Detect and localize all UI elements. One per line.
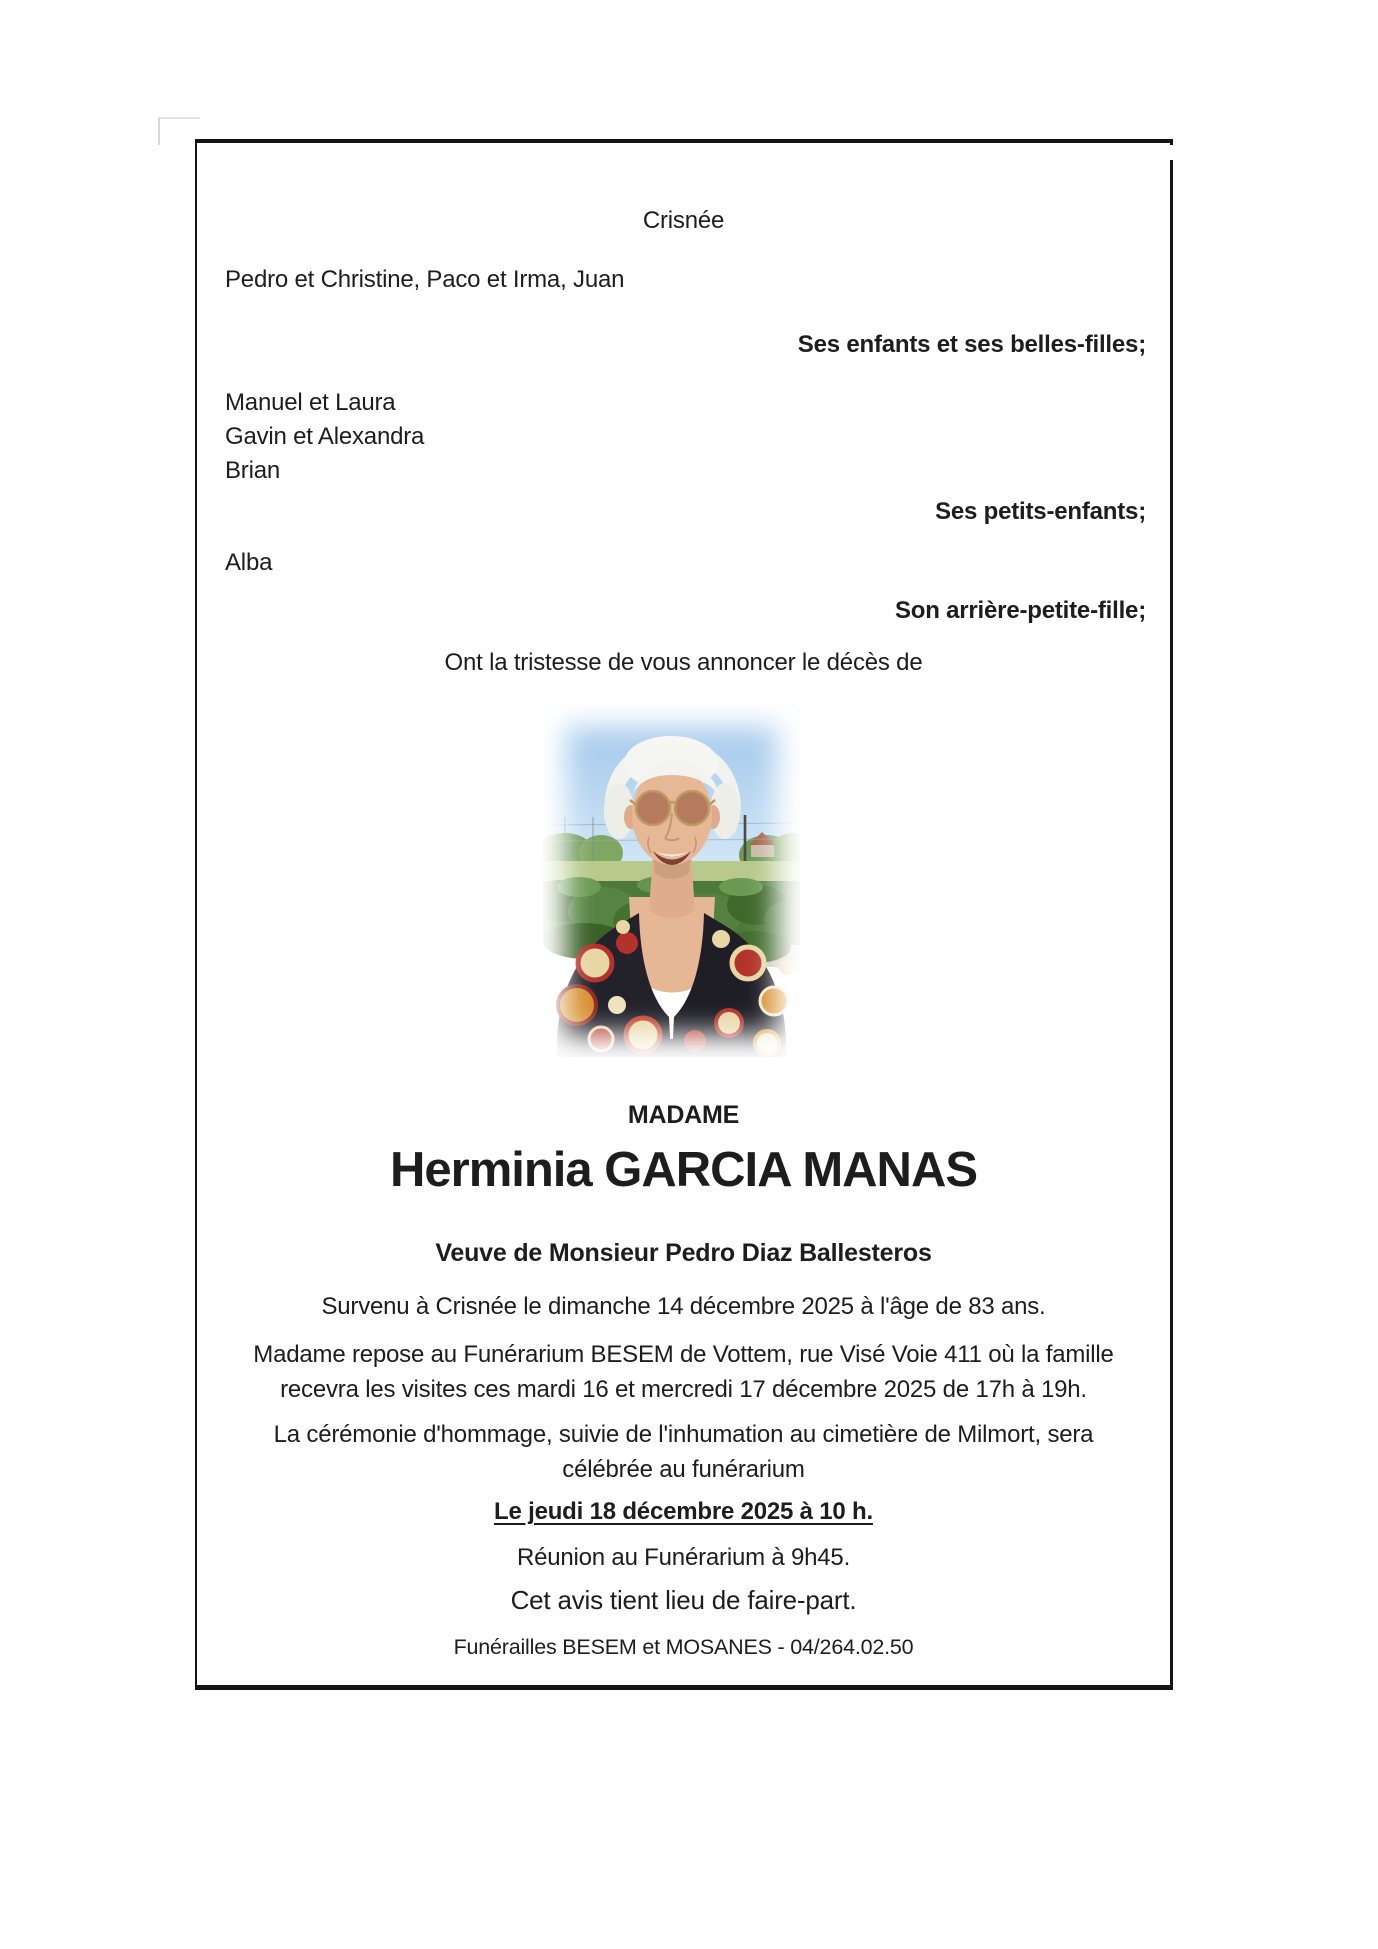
- great-grandchild-relation-label: Son arrière-petite-fille;: [894, 597, 1146, 624]
- repose-paragraph: [197, 1337, 1170, 1407]
- ceremony-line: célébrée au funérarium: [562, 1456, 805, 1483]
- honorific-title: MADAME: [627, 1101, 740, 1129]
- ceremony-paragraph: [197, 1417, 1170, 1487]
- children-names: Pedro et Christine, Paco et Irma, Juan: [225, 266, 625, 293]
- widow-line: Veuve de Monsieur Pedro Diaz Ballesteros: [435, 1239, 932, 1267]
- death-notice-card: [195, 139, 1173, 1690]
- children-relation-label: Ses enfants et ses belles-filles;: [797, 331, 1146, 358]
- grandchild-names: Gavin et Alexandra: [225, 423, 425, 450]
- city-line: Crisnée: [642, 207, 725, 234]
- ceremony-line: La cérémonie d'hommage, suivie de l'inhumation au cimetière de Milmort, sera: [273, 1421, 1094, 1448]
- grandchild-names: Brian: [225, 457, 281, 484]
- grandchild-names: Manuel et Laura: [225, 389, 396, 416]
- scan-edge-artifact: [158, 117, 200, 145]
- repose-line: recevra les visites ces mardi 16 et mercredi 17 décembre 2025 de 17h à 19h.: [280, 1376, 1087, 1403]
- announcement-line: Ont la tristesse de vous annoncer le décès de: [444, 649, 923, 676]
- deceased-name: Herminia GARCIA MANAS: [389, 1143, 978, 1197]
- meeting-line: Réunion au Funérarium à 9h45.: [516, 1544, 851, 1571]
- border-notch-artifact: [1170, 145, 1173, 160]
- funeral-home-line: Funérailles BESEM et MOSANES - 04/264.02.50: [453, 1635, 914, 1659]
- great-grandchild-name: Alba: [225, 549, 273, 576]
- notice-statement-line: Cet avis tient lieu de faire-part.: [510, 1585, 857, 1615]
- portrait-photo: [543, 705, 800, 1057]
- grandchildren-relation-label: Ses petits-enfants;: [935, 498, 1146, 525]
- ceremony-date-line: Le jeudi 18 décembre 2025 à 10 h.: [494, 1498, 873, 1525]
- repose-line: Madame repose au Funérarium BESEM de Vottem, rue Visé Voie 411 où la famille: [253, 1341, 1114, 1368]
- death-details-line: Survenu à Crisnée le dimanche 14 décembre 2025 à l'âge de 83 ans.: [321, 1293, 1046, 1320]
